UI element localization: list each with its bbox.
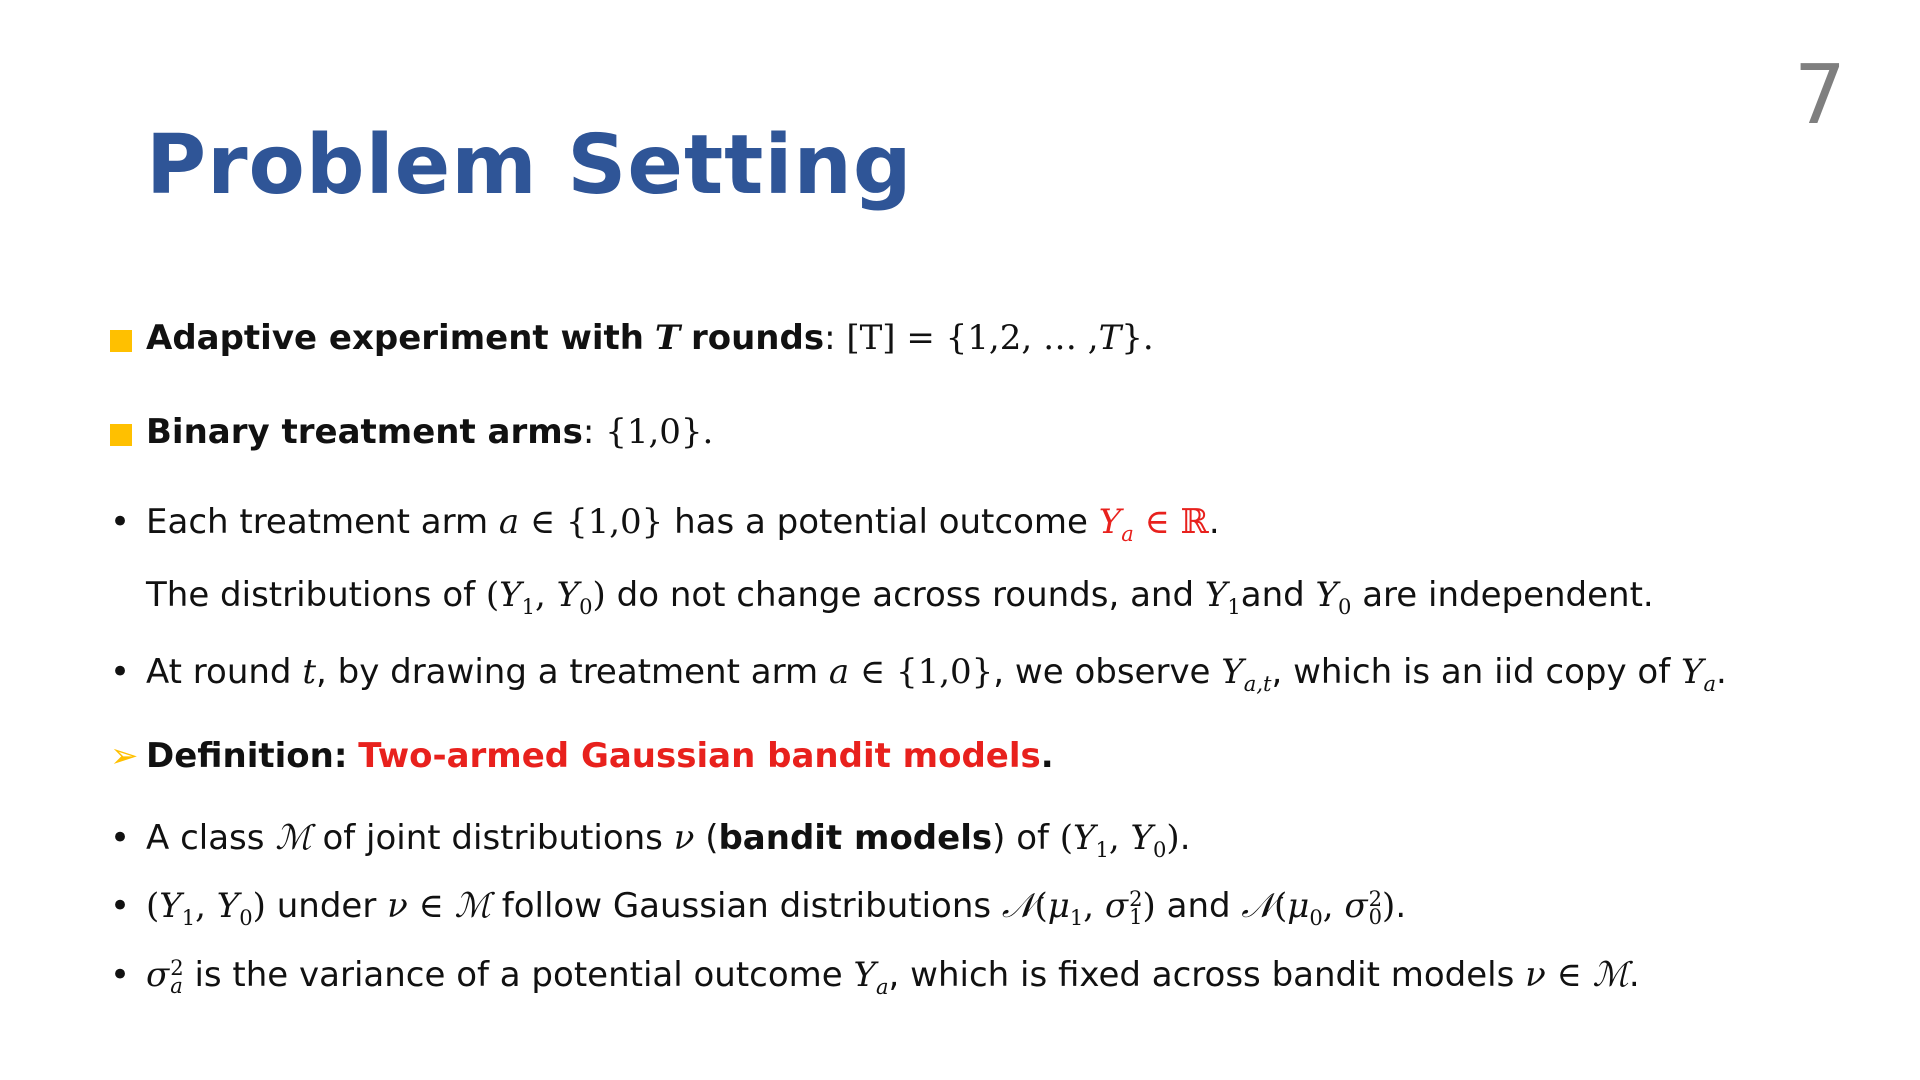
square-bullet-icon [110, 330, 132, 352]
d3-Ya: $Y_a$ [853, 955, 889, 999]
arrow-bullet-icon: ➢ [110, 736, 139, 776]
d2-end: . [1395, 886, 1407, 926]
b2-text-b: , by drawing a treatment arm [316, 652, 819, 692]
d1-text-a: A class [146, 818, 265, 858]
binary-label: Binary treatment arms [146, 412, 583, 452]
b2-text-d: , which is an iid copy of [1271, 652, 1671, 692]
def-bullet-variance [110, 955, 1640, 999]
b1-highlight [1098, 502, 1209, 546]
d2-follow: follow Gaussian distributions [501, 886, 992, 926]
b1-Y0: $Y_0$ [1315, 575, 1352, 619]
b1-R: ∈ ℝ [1144, 502, 1209, 542]
adaptive-label: Adaptive experiment with [146, 318, 645, 358]
d1-paren-close: ) [992, 818, 1006, 858]
b1-text-a: Each treatment arm [146, 502, 489, 542]
bullet-potential-outcome [110, 502, 1220, 546]
d1-text-b: of joint distributions [322, 818, 663, 858]
b1-cont-c: and [1240, 575, 1305, 615]
dot-bullet-icon: • [110, 652, 131, 692]
binary-math: {1,0}. [605, 412, 714, 452]
b1-var-a: a [498, 502, 520, 542]
adaptive-experiment-line: Adaptive experiment with T rounds: [T] = {1,2, … ,T}. [146, 318, 1154, 359]
definition-line [110, 736, 1054, 777]
binary-arms-line: Binary treatment arms: {1,0}. [146, 412, 713, 453]
b2-Ya: $Y_a$ [1681, 652, 1717, 696]
b2-t: t [302, 652, 316, 692]
adaptive-math-lhs: [T] = {1,2, … , [846, 318, 1099, 358]
d1-bold: bandit models [718, 818, 993, 858]
def-bullet-class [110, 818, 1191, 862]
b1-pair: ($Y_1$, $Y_0$) [485, 575, 606, 619]
adaptive-T: T [654, 318, 681, 358]
adaptive-rounds: rounds [690, 318, 825, 358]
definition-name: Two-armed Gaussian bandit models [358, 736, 1041, 776]
bullet-potential-outcome-cont [146, 575, 1654, 619]
d2-and: and [1166, 886, 1231, 926]
dot-bullet-icon: • [110, 955, 131, 995]
dot-bullet-icon: • [110, 886, 131, 926]
d1-text-c: of [1016, 818, 1049, 858]
b1-end: . [1208, 502, 1220, 542]
def-bullet-gaussian [110, 886, 1407, 930]
adaptive-math-T: T [1098, 318, 1122, 358]
square-bullet-icon [110, 424, 132, 446]
d1-M: ℳ [275, 818, 312, 858]
b1-text-b: has a potential outcome [674, 502, 1088, 542]
dot-bullet-icon: • [110, 502, 131, 542]
b2-text-a: At round [146, 652, 292, 692]
d1-end: . [1179, 818, 1191, 858]
b1-cont-b: do not change across rounds, and [616, 575, 1195, 615]
b1-set: ∈ {1,0} [529, 502, 664, 542]
b2-set: ∈ {1,0} [859, 652, 994, 692]
b1-Y1: $Y_1$ [1204, 575, 1241, 619]
slide-title: Problem Setting [146, 118, 913, 213]
d2-normal-0: $𝒩(\mu_0$, σ 2 0 ) [1241, 886, 1396, 930]
d3-text2: , which is fixed across bandit models [888, 955, 1515, 995]
d3-end: . [1628, 955, 1640, 995]
slide-number: 7 [1793, 48, 1846, 143]
b2-Yat: $Y_{a,t}$ [1221, 652, 1272, 696]
d1-paren-open: ( [705, 818, 719, 858]
d2-normal-1: $𝒩(\mu_1$, σ 2 1 ) [1001, 886, 1156, 930]
d2-under: under [276, 886, 377, 926]
b2-var-a: a [828, 652, 850, 692]
b1-Y: Y [1098, 502, 1122, 542]
d1-pair: ($Y_1$, $Y_0$) [1059, 818, 1180, 862]
bullet-round-observation [110, 652, 1727, 696]
d3-sigma: σ 2 a [146, 955, 184, 998]
b1-cont-d: are independent. [1362, 575, 1654, 615]
definition-end: . [1040, 736, 1054, 776]
d2-in: ν ∈ ℳ [387, 886, 491, 926]
dot-bullet-icon: • [110, 818, 131, 858]
d1-nu: ν [673, 818, 695, 858]
d2-pair: ($Y_1$, $Y_0$) [146, 886, 266, 930]
d3-in: ν ∈ ℳ [1525, 955, 1629, 995]
d3-text: is the variance of a potential outcome [194, 955, 843, 995]
definition-label: Definition: [146, 736, 348, 776]
b1-Y-sub: a [1121, 520, 1134, 546]
b2-end: . [1716, 652, 1727, 692]
b1-cont-a: The distributions of [146, 575, 476, 615]
adaptive-math-rhs: }. [1121, 318, 1154, 358]
b2-text-c: , we observe [993, 652, 1211, 692]
